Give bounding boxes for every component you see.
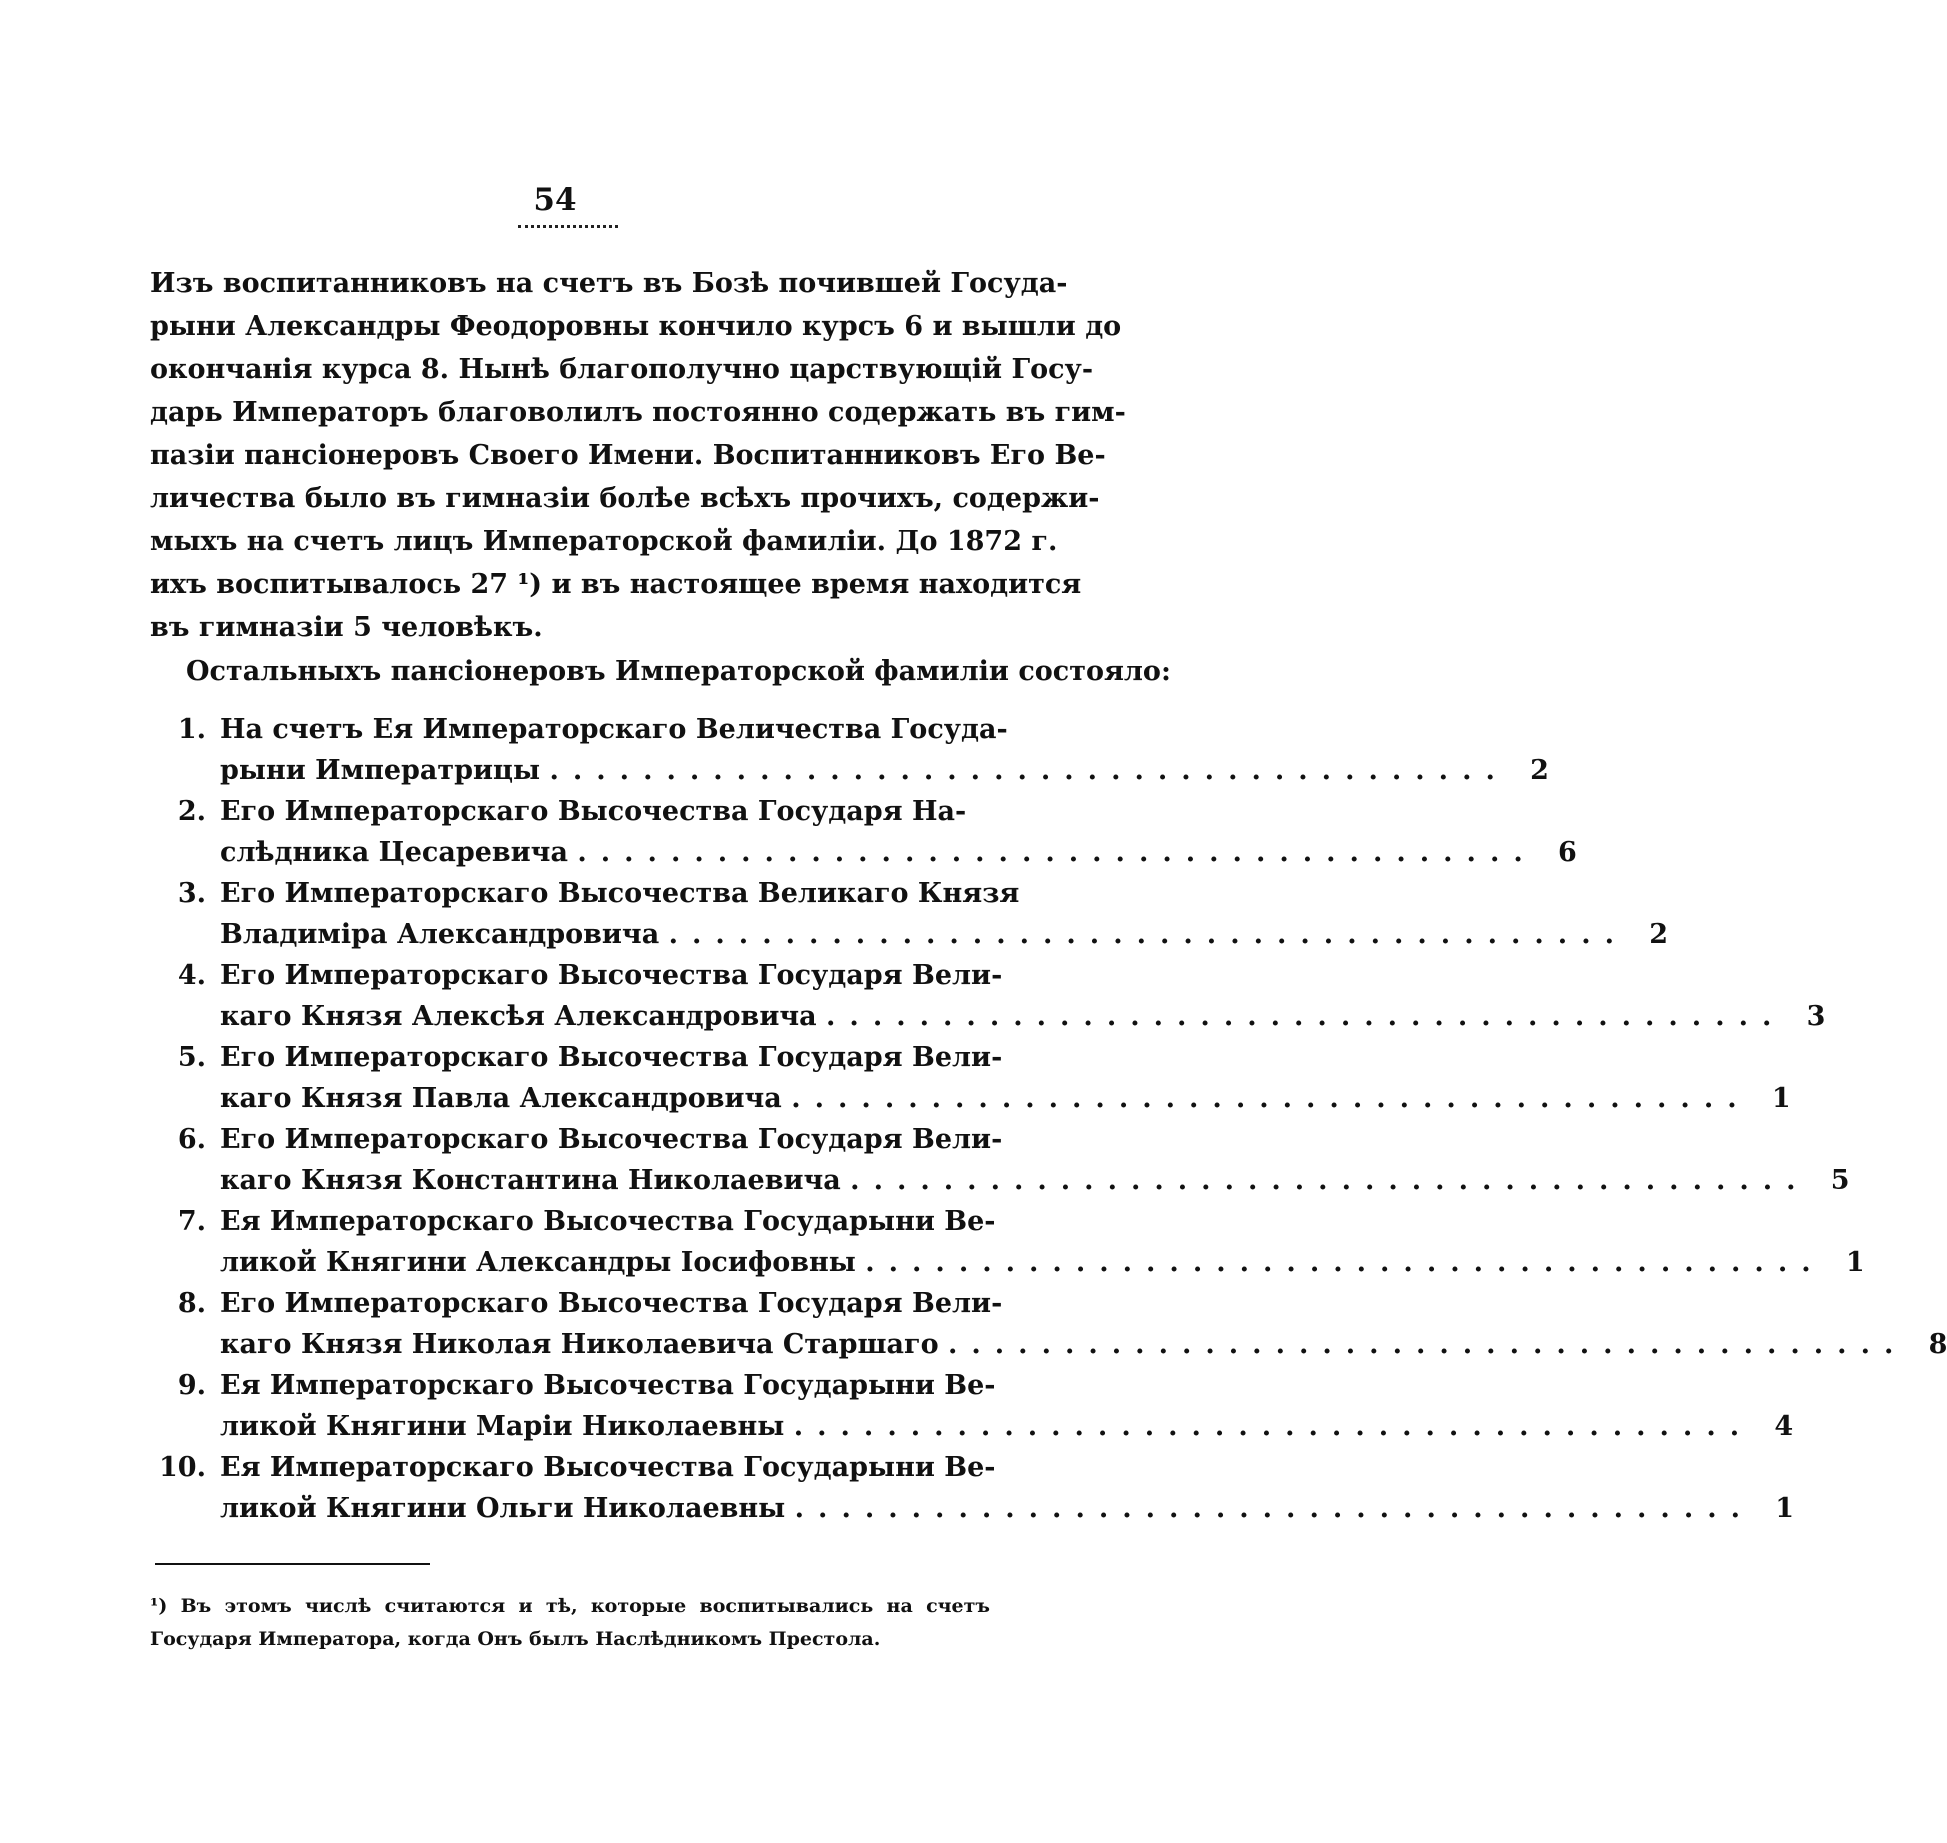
leader-dots: ......................................... — [793, 1411, 1754, 1442]
list-item — [150, 1370, 1794, 1452]
paragraph-line: въ гимназіи 5 человѣкъ. — [150, 612, 543, 643]
paragraph-line: Изъ воспитанниковъ на счетъ въ Бозѣ почившей Госуда- — [150, 268, 1068, 299]
list-item — [150, 960, 1826, 1042]
leader-dots: ......................................... — [826, 1001, 1786, 1032]
page-number: 54 — [533, 182, 577, 218]
item-title-line1: На счетъ Ея Императорскаго Величества Госуда- — [220, 714, 1008, 745]
item-title-text: каго Князя Павла Александровича — [220, 1083, 782, 1114]
footnote-line: Государя Императора, когда Онъ былъ Наслѣдникомъ Престола. — [150, 1628, 881, 1650]
leader-dots: ......................................... — [947, 1329, 1908, 1360]
item-count: 5 — [1830, 1165, 1850, 1196]
item-title-line2 — [220, 755, 1509, 786]
paragraph-line: пазіи пансіонеровъ Своего Имени. Воспитанниковъ Его Ве- — [150, 440, 1106, 471]
list-item — [150, 1124, 1850, 1206]
paragraph-line: ихъ воспитывалось 27 ¹) и въ настоящее время находится — [150, 569, 1082, 600]
item-count: 2 — [1649, 919, 1668, 950]
item-count: 8 — [1928, 1329, 1947, 1360]
list-heading: Остальныхъ пансіонеровъ Императорской фамиліи состояло: — [186, 656, 1171, 687]
item-count: 3 — [1806, 1001, 1826, 1032]
item-title-text: рыни Императрицы — [220, 755, 541, 786]
main-paragraph — [150, 262, 1126, 649]
item-number: 6. — [177, 1124, 206, 1155]
item-count: 1 — [1775, 1493, 1795, 1524]
item-title-line1: Ея Императорскаго Высочества Государыни Ве- — [220, 1370, 996, 1401]
item-title-line1: Его Императорскаго Высочества Государя На- — [220, 796, 967, 827]
leader-dots: ......................................... — [549, 755, 1509, 786]
footnote — [150, 1590, 990, 1656]
item-title-line1: Его Императорскаго Высочества Государя Вели- — [220, 1124, 1003, 1155]
paragraph-line: дарь Императоръ благоволилъ постоянно содержать въ гим- — [150, 397, 1126, 428]
list-item — [150, 1288, 1947, 1370]
item-title-line2 — [220, 919, 1628, 950]
item-title-line1: Его Императорскаго Высочества Великаго Князя — [220, 878, 1020, 909]
footnote-line: ¹) Въ этомъ числѣ считаются и тѣ, которые воспитывались на счетъ — [150, 1595, 990, 1617]
item-number: 1. — [177, 714, 206, 745]
paragraph-line: рыни Александры Феодоровны кончило курсъ 6 и вышли до — [150, 311, 1122, 342]
item-number: 7. — [177, 1206, 206, 1237]
item-count: 2 — [1530, 755, 1549, 786]
item-number: 2. — [177, 796, 206, 827]
item-title-text: ликой Княгини Александры Іосифовны — [220, 1247, 856, 1278]
item-title-line2 — [220, 1083, 1751, 1114]
paragraph-line: личества было въ гимназіи болѣе всѣхъ прочихъ, содержи- — [150, 483, 1100, 514]
item-number: 5. — [177, 1042, 206, 1073]
item-number: 4. — [177, 960, 206, 991]
item-title-text: слѣдника Цесаревича — [220, 837, 568, 868]
item-number: 8. — [177, 1288, 206, 1319]
item-title-line1: Ея Императорскаго Высочества Государыни Ве- — [220, 1206, 996, 1237]
list-item — [150, 796, 1577, 878]
item-title-text: каго Князя Алексѣя Александровича — [220, 1001, 817, 1032]
item-title-line2 — [220, 1329, 1907, 1360]
item-title-line1: Его Императорскаго Высочества Государя Вели- — [220, 1288, 1003, 1319]
list-item — [150, 1452, 1795, 1534]
item-title-line2 — [220, 837, 1537, 868]
item-number: 3. — [177, 878, 206, 909]
list-item — [150, 878, 1668, 960]
leader-dots: ......................................... — [794, 1493, 1755, 1524]
item-count: 4 — [1774, 1411, 1794, 1442]
pensioner-list — [150, 714, 1947, 1534]
list-item — [150, 714, 1549, 796]
item-title-text: ликой Княгини Маріи Николаевны — [220, 1411, 785, 1442]
item-title-line1: Его Императорскаго Высочества Государя Вели- — [220, 960, 1003, 991]
leader-dots: ......................................... — [791, 1083, 1751, 1114]
footnote-rule — [155, 1563, 430, 1565]
paragraph-line: мыхъ на счетъ лицъ Императорской фамиліи. До 1872 г. — [150, 526, 1058, 557]
item-count: 1 — [1845, 1247, 1865, 1278]
item-title-line2 — [220, 1411, 1753, 1442]
item-title-line2 — [220, 1247, 1825, 1278]
item-number: 9. — [177, 1370, 206, 1401]
leader-dots: ......................................... — [668, 919, 1628, 950]
item-title-text: каго Князя Николая Николаевича Старшаго — [220, 1329, 939, 1360]
leader-dots: ......................................... — [850, 1165, 1810, 1196]
page-number-rule — [518, 225, 618, 228]
item-title-line1: Его Императорскаго Высочества Государя Вели- — [220, 1042, 1003, 1073]
leader-dots: ......................................... — [577, 837, 1537, 868]
item-count: 6 — [1557, 837, 1577, 868]
leader-dots: ......................................... — [865, 1247, 1825, 1278]
list-item — [150, 1042, 1791, 1124]
item-title-text: Владиміра Александровича — [220, 919, 660, 950]
item-count: 1 — [1771, 1083, 1791, 1114]
item-title-line2 — [220, 1165, 1810, 1196]
item-number: 10. — [159, 1452, 206, 1483]
item-title-text: каго Князя Константина Николаевича — [220, 1165, 841, 1196]
item-title-line2 — [220, 1001, 1785, 1032]
list-item — [150, 1206, 1865, 1288]
item-title-line1: Ея Императорскаго Высочества Государыни Ве- — [220, 1452, 996, 1483]
item-title-text: ликой Княгини Ольги Николаевны — [220, 1493, 786, 1524]
item-title-line2 — [220, 1493, 1754, 1524]
paragraph-line: окончанія курса 8. Нынѣ благополучно царствующій Госу- — [150, 354, 1094, 385]
